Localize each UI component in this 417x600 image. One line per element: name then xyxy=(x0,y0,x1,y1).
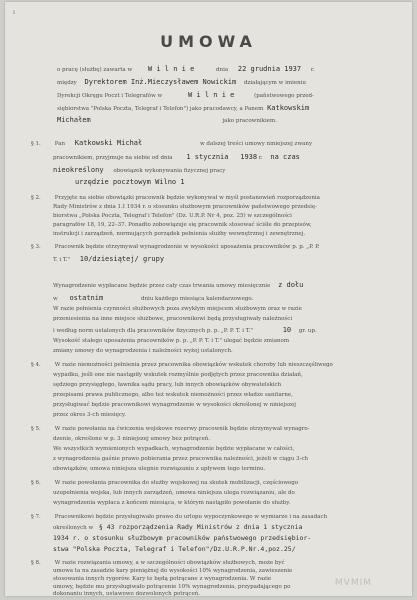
section-1-line-2: pracownikiem, przyjmuje na siebie od dnia 1 stycznia 1938 r. na czas xyxy=(53,153,300,161)
section-8-line-4: umowy, będzie mu przysługiwało potrącenie 10% wynagrodzenia, przypadającego po xyxy=(53,584,291,590)
section-8-line-3: stosowania innych rygorów. Kary te będą potrącane z wynagrodzenia. W razie xyxy=(53,576,272,582)
section-4-line-4: przepisami prawa publicznego, albo też wskutek niemożności przez władze sanitarne, xyxy=(53,392,293,398)
section-6-line-3: wynagrodzenia wypłaca z końcem miesiąca, w którym nastąpiło powołanie do służby. xyxy=(53,500,291,506)
city-typed: W i l n i e xyxy=(147,65,195,73)
section-2-line-2: Rady Ministrów z dnia 1.I 1934 r. o stosunku służbowym pracowników państwowego przedsię- xyxy=(53,204,317,210)
section-2-number: § 2. xyxy=(31,195,41,201)
section-3-line-7: i według norm ustalonych dla pracowników fizycznych p. p. „P. P. T. i T." 10 gr. up. xyxy=(53,326,317,334)
section-7-line-1: § 7. Pracownikowi będzie przysługiwało prawo do urlopu wypoczynkowego w wymiarze i na zasadach xyxy=(31,512,402,523)
section-8-line-2: umowa ta na zasadzie kary pieniężnej do wysokości 10% wynagrodzenia, zawieszenie xyxy=(53,568,293,574)
line-employee: Michałem jako pracownikiem. xyxy=(57,116,277,124)
section-1-line-4 xyxy=(75,177,402,188)
section-4-line-3: sędziego przysięgłego, ławnika sądu pracy, lub innych obowiązków obywatelskich xyxy=(53,382,282,388)
section-5-line-4: z wynagrodzenia gaśnie prawo pobierania przez pracownika należności, jeżeli w ciągu 3-ch xyxy=(53,456,309,462)
contract-page xyxy=(5,2,412,596)
group-typed: 10/dziesiątej/ grupy xyxy=(79,255,165,263)
section-5-line-5: obowiązków, umowa niniejsza ulegnie rozwiązaniu z upływem tego terminu. xyxy=(53,466,266,472)
section-4-line-6: przez okres 3-ch miesięcy. xyxy=(53,412,127,418)
document-title: UMOWA xyxy=(160,32,257,51)
section-7-typed-2: 1934 r. o stosunku służbowym pracowników państwowego przedsiębior- xyxy=(53,534,312,542)
section-2-line-4: paragrafów 18, 19, 22–37. Ponadto zobowiązuje się pracownik stosować ściśle do przepisów, xyxy=(53,222,312,228)
office-typed: urzędzie pocztowym Wilno 1 xyxy=(75,178,185,186)
section-4-line-2: wypadku, jeśli one nie nastąpiły wskutek rozmyślnie podjętych przez pracownika działań, xyxy=(53,372,303,378)
section-4-number: § 4. xyxy=(31,362,41,368)
section-3-line-6: przeniesienia na inne miejsce służbowe, pracownikowi będą przysługiwały należności xyxy=(53,316,293,322)
section-7-typed-1: § 43 rozporządzenia Rady Ministrów z dnia 1 stycznia xyxy=(98,523,303,531)
section-3-line-8: Wysokość stałego uposażenia pracowników p. p. „P. P. T. i T." ulegać będzie zmianom xyxy=(53,338,290,344)
section-7-line-3 xyxy=(53,533,402,544)
section-1-line-1: § 1. Pan Katkowski Michał w dalszej treści umowy niniejszej zwany xyxy=(31,138,402,149)
payment-mode-typed: z dołu xyxy=(278,281,304,289)
section-7-number: § 7. xyxy=(31,514,41,520)
line-enterprise: siębiorstwa "Polska Poczta, Telegraf i Telefon") jako pracodawcy, a Panem Katkowskim xyxy=(57,104,310,112)
year-typed: 1938 xyxy=(240,153,258,161)
line-agreement: o pracę (służbę) zawarta w W i l n i e dnia 22 grudnia 1937 r. xyxy=(57,65,315,73)
name-typed: Michałem xyxy=(57,116,91,124)
section-2-line-5: instrukcji i zarządzeń, normujących porządek pełnienia służby wewnętrznej i zewnętrznej. xyxy=(53,231,306,237)
section-3-line-3: Wynagrodzenie wypłacane będzie przez cały czas trwania umowy miesięcznie z dołu xyxy=(53,281,304,289)
start-date-typed: 1 stycznia xyxy=(186,153,229,161)
surname-typed: Katkowskim xyxy=(267,104,310,112)
section-5-line-3: We wszystkich wymienionych wypadkach, wynagrodzenie będzie wypłacane w całości, xyxy=(53,446,295,452)
section-3-number: § 3. xyxy=(31,244,41,250)
section-8-line-1: § 8. W razie rozwiązania umowy, a w szczególności obowiązków służbowych, może być xyxy=(31,558,402,569)
section-2-line-3: biorstwa „Polska Poczta, Telegraf i Telefon" (Dz. U.R.P. Nr 4, poz. 25) w szczególności xyxy=(53,213,292,219)
section-8-line-5: dokonaniu innych, ustawowo dozwolonych potrąceń. xyxy=(53,591,201,596)
section-5-line-2: dzenie, określone w p. 3 niniejszej umowy bez potrąceń. xyxy=(53,436,211,442)
date-typed: 22 grudnia 1937 xyxy=(237,65,302,73)
section-6-number: § 6. xyxy=(31,480,41,486)
line-between: między Dyrektorem Inż.Mieczysławem Nowickim działającym w imieniu xyxy=(57,78,306,86)
corner-mark: I xyxy=(13,10,15,16)
section-6-line-1: § 6. W razie powołania pracownika do służby wojskowej na skutek mobilizacji, częściowego xyxy=(31,478,402,489)
section-7-typed-3: stwa "Polska Poczta, Telegraf i Telefon"/Dz.U.R.P.Nr.4,poz.25/ xyxy=(53,545,296,553)
section-4-line-5: przysługiwać będzie pracownikowi wynagrodzenie w wysokości określonej w niniejszej xyxy=(53,402,296,408)
section-7-line-4 xyxy=(53,544,402,555)
section-3-line-1: § 3. Pracownik będzie otrzymywał wynagrodzenie w wysokości uposażenia pracowników p. p. „P. P. xyxy=(31,242,402,253)
section-4-line-1: § 4. W razie niemożności pełnienia przez pracownika obowiązków wskutek choroby lub nieszczęśliwego xyxy=(31,360,402,371)
section-5-line-1: § 5. W razie powołania na ćwiczenia wojskowe rezerwy pracownik będzie otrzymywał wynagro- xyxy=(31,424,402,435)
worker-typed: Katkowski Michał xyxy=(74,139,143,147)
section-3-line-4: w ostatnim dniu każdego miesiąca kalendarzowego. xyxy=(53,294,254,302)
section-5-number: § 5. xyxy=(31,426,41,432)
city-typed-2: W i l n i e xyxy=(188,91,235,99)
section-7-line-2: określonych w § 43 rozporządzenia Rady Ministrów z dnia 1 stycznia xyxy=(53,523,303,531)
director-typed: Dyrektorem Inż.Mieczysławem Nowickim xyxy=(84,78,237,86)
section-1-number: § 1. xyxy=(31,141,41,147)
museum-watermark: MVMIM xyxy=(334,578,372,588)
group-number-typed: 10 xyxy=(282,326,292,334)
section-3-line-5: W razie pełnienia czynności służbowych poza zwykłym miejscem służbowym oraz w razie xyxy=(53,306,302,312)
section-8-number: § 8. xyxy=(31,560,41,566)
section-1-line-3: nieokreślony obowiązek wykonywania fizycznej pracy xyxy=(53,166,226,174)
term-typed: na czas xyxy=(270,153,300,161)
section-3-line-2: T. i T." 10/dziesiątej/ grupy xyxy=(53,255,165,263)
last-day-typed: ostatnim xyxy=(69,294,104,302)
section-3-line-9: zmiany umowy do wynagrodzenia i należności wyżej ustalonych. xyxy=(53,348,233,354)
section-2-line-1: § 2. Przyjęte na siebie obowiązki pracownik będzie wykonywał w myśl postanowień rozporządzenia xyxy=(31,193,402,204)
line-directorate: Dyrekcji Okręgu Poczt i Telegrafów w W i l n i e (państwowego przed- xyxy=(57,91,314,99)
indefinite-typed: nieokreślony xyxy=(53,166,104,174)
section-6-line-2: uzupełnienia wojska, lub innych zarządzeń, umowa niniejsza ulega rozwiązaniu, ale do xyxy=(53,490,295,496)
